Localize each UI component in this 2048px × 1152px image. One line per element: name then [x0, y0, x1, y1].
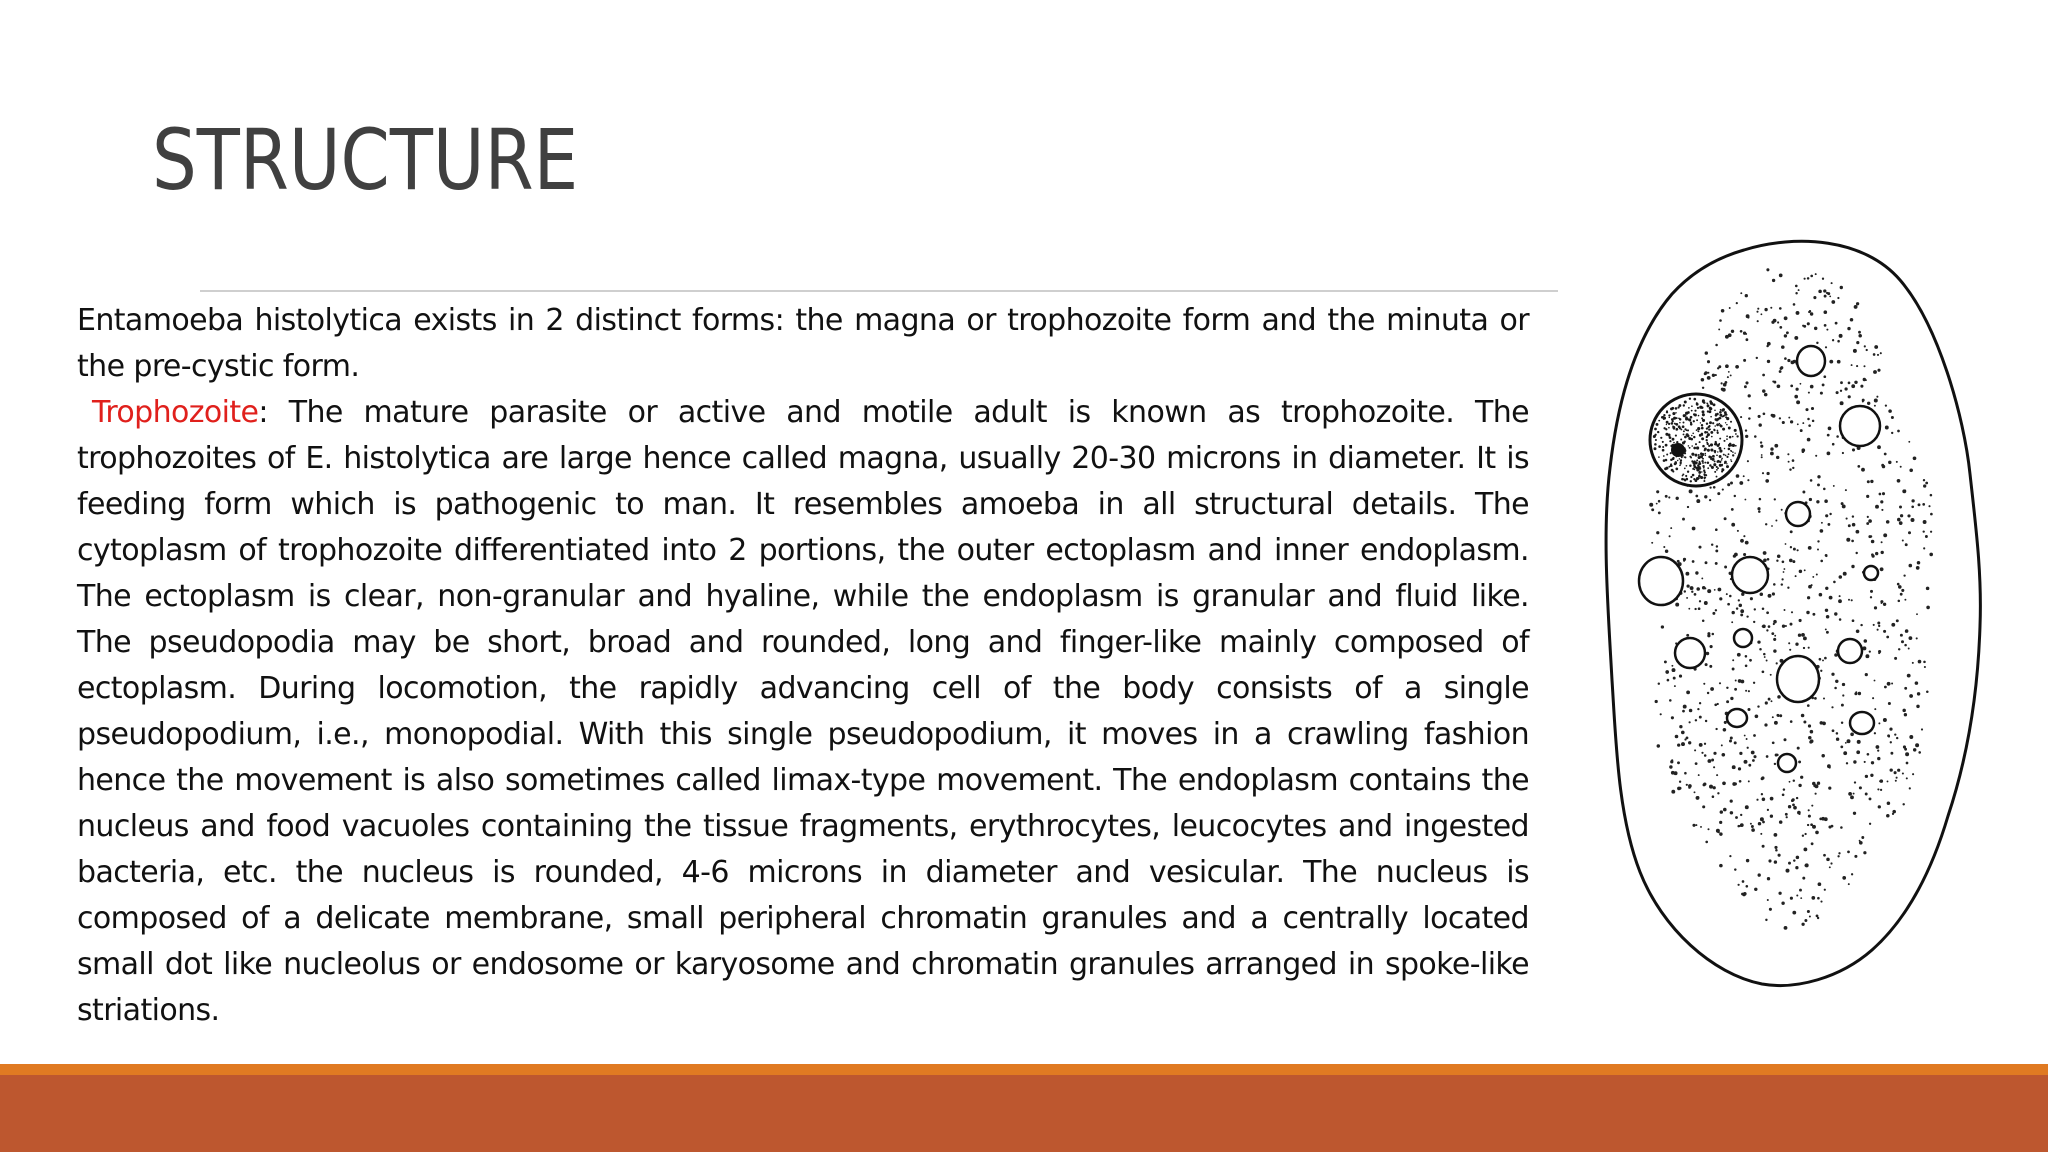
body-text	[77, 298, 1529, 1034]
nucleus	[1650, 394, 1742, 486]
footer-bar	[0, 1075, 2048, 1152]
trophozoite-description: : The mature parasite or active and motile adult is known as trophozoite. The trophozoites of E. histolytica are large hence called magna, usually 20-30 microns in diameter. It is feeding form which is pathogenic to man. It resembles amoeba in all structural details. The cytoplasm of trophozoite differentiated into 2 portions, the outer ectoplasm and inner endoplasm. The ectoplasm is clear, non-granular and hyaline, while the endoplasm is granular and fluid like. The pseudopodia may be short, broad and rounded, long and finger-like mainly composed of ectoplasm. During locomotion, the rapidly advancing cell of the body consists of a single pseudopodium, i.e., monopodial. With this single pseudopodium, it moves in a crawling fashion hence the movement is also sometimes called limax-type movement. The endoplasm contains the nucleus and food vacuoles containing the tissue fragments, erythrocytes, leucocytes and ingested bacteria, etc. the nucleus is rounded, 4-6 microns in diameter and vesicular. The nucleus is composed of a delicate membrane, small peripheral chromatin granules and a centrally located small dot like nucleolus or endosome or karyosome and chromatin granules arranged in spoke-like striations.	[77, 395, 1529, 1028]
footer-accent-bar	[0, 1064, 2048, 1075]
ectoplasm-outline	[1606, 241, 1980, 985]
highlight-term: Trophozoite	[92, 395, 259, 430]
trophozoite-paragraph	[77, 390, 1529, 1034]
trophozoite-illustration	[1596, 228, 1992, 998]
slide-title: STRUCTURE	[152, 111, 579, 209]
intro-paragraph: Entamoeba histolytica exists in 2 distinct forms: the magna or trophozoite form and the minuta or the pre-cystic form.	[77, 303, 1529, 384]
title-divider	[200, 290, 1558, 292]
